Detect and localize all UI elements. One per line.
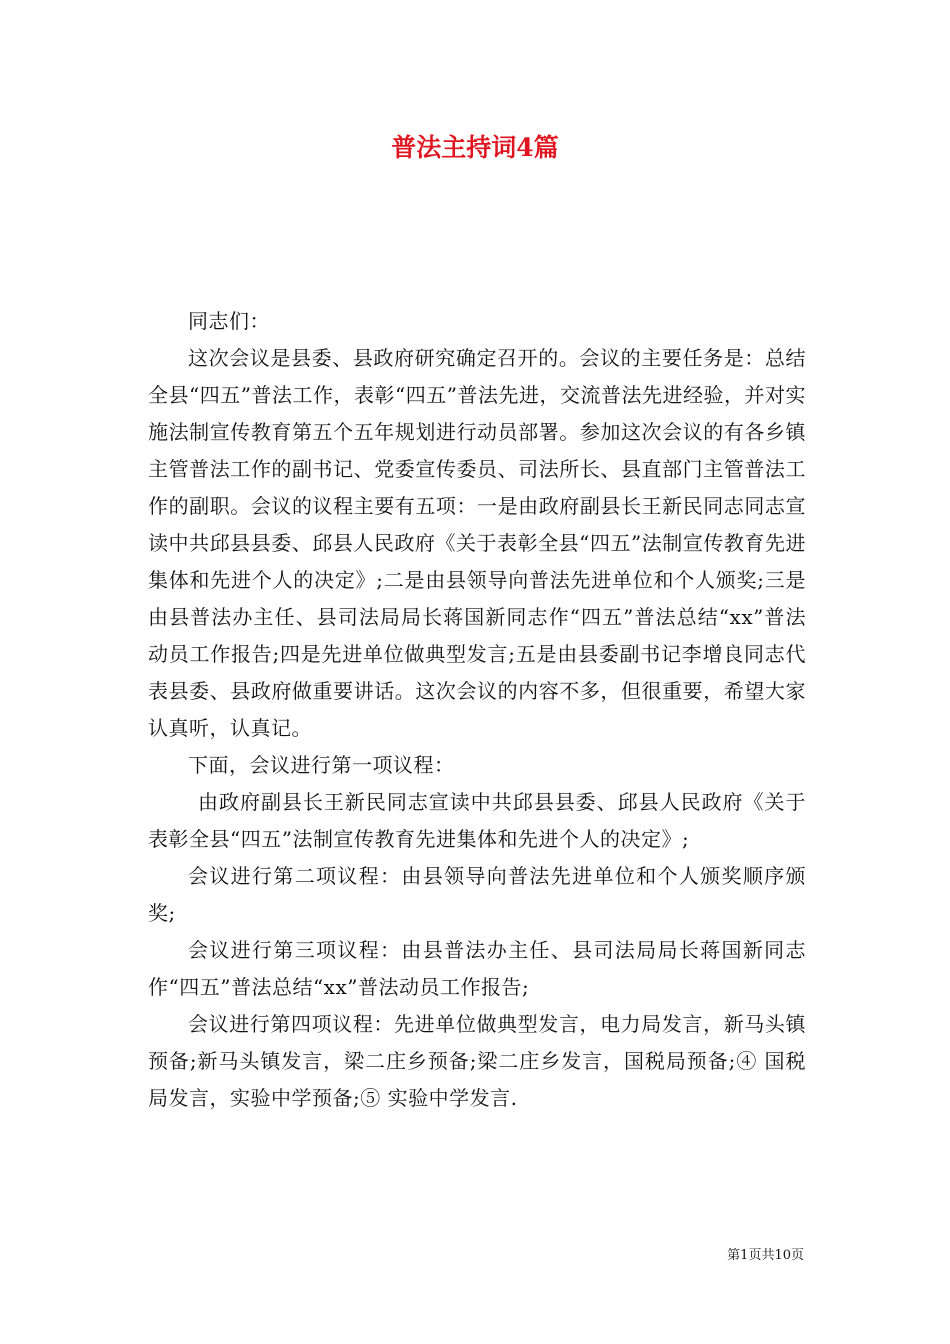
paragraph-intro: 这次会议是县委、县政府研究确定召开的。会议的主要任务是：总结全县“四五”普法工作，表彰“四五”普法先进，交流普法先进经验，并对实施法制宣传教育第五个五年规划进行动员部署。参加这次会议的有各乡镇主管普法工作的副书记、党委宣传委员、司法所长、县直部门主管普法工作的副职。会议的议程主要有五项：一是由政府副县长王新民同志同志宣读中共邱县县委、邱县人民政府《关于表彰全县“四五”法制宣传教育先进集体和先进个人的决定》;二是由县领导向普法先进单位和个人颁奖;三是由县普法办主任、县司法局局长蒋国新同志作“四五”普法总结“xx”普法动员工作报告;四是先进单位做典型发言;五是由县委副书记李增良同志代表县委、县政府做重要讲话。这次会议的内容不多，但很重要，希望大家认真听，认真记。 (148, 346, 806, 740)
paragraph-agenda-4: 会议进行第四项议程：先进单位做典型发言，电力局发言，新马头镇预备;新马头镇发言，梁二庄乡预备;梁二庄乡发言，国税局预备;④ 国税局发言，实验中学预备;⑤ 实验中学发言. (148, 1012, 806, 1110)
paragraph-agenda-3: 会议进行第三项议程：由县普法办主任、县司法局局长蒋国新同志作“四五”普法总结“xx”普法动员工作报告; (148, 938, 806, 999)
page-number: 第1页共10页 (727, 1248, 804, 1263)
paragraph-salutation: 同志们： (188, 309, 270, 333)
page-title: 普法主持词4篇 (391, 133, 559, 162)
paragraph-agenda-1: 由政府副县长王新民同志宣读中共邱县县委、邱县人民政府《关于表彰全县“四五”法制宣传教育先进集体和先进个人的决定》; (148, 790, 806, 851)
document-body (148, 303, 806, 1117)
paragraph-agenda-1-heading: 下面，会议进行第一项议程： (188, 753, 455, 777)
paragraph-agenda-2: 会议进行第二项议程：由县领导向普法先进单位和个人颁奖顺序颁奖; (148, 864, 806, 925)
